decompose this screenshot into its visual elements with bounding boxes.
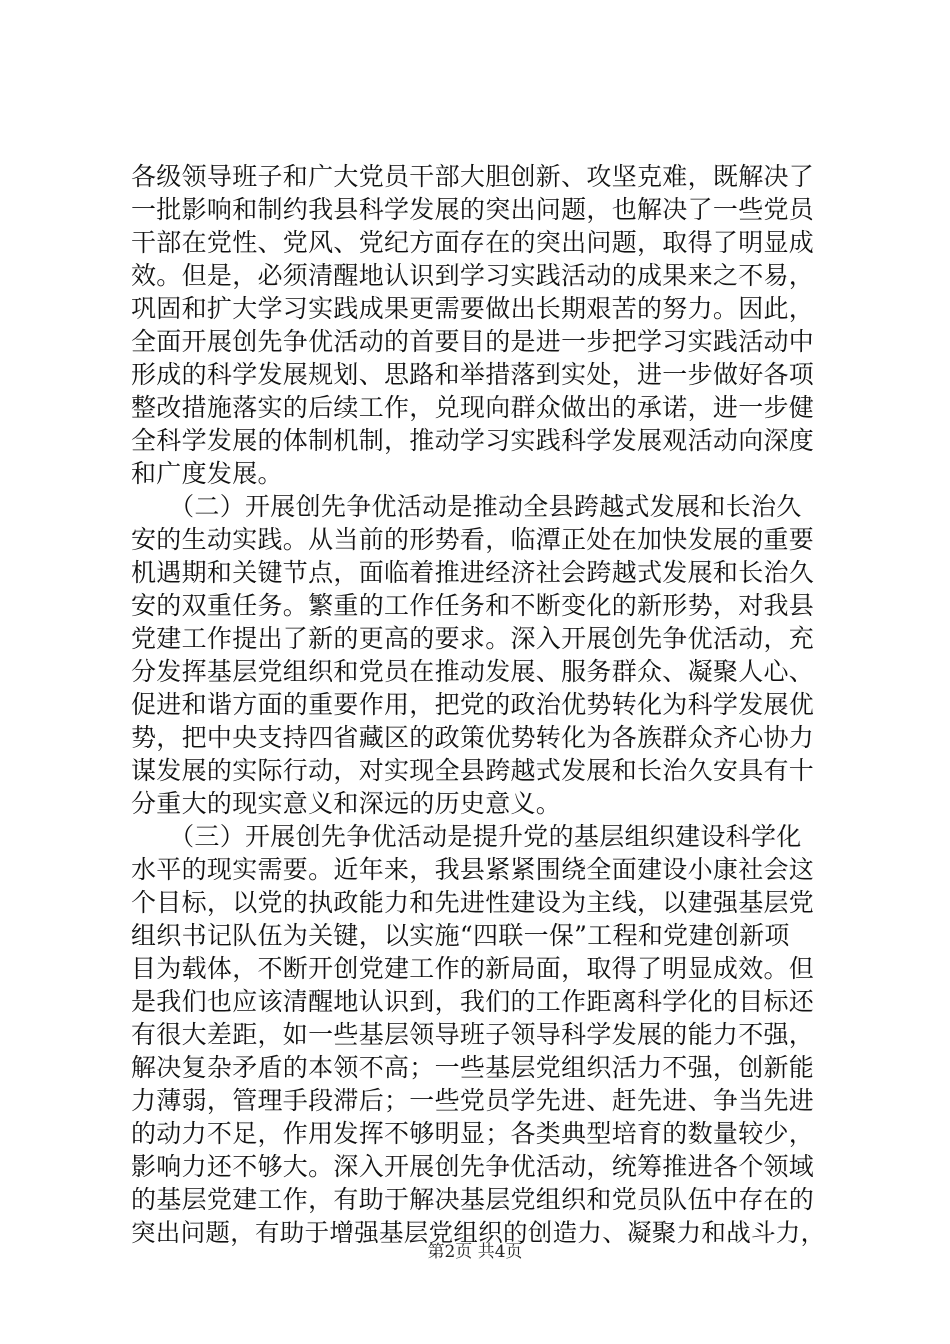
text-line: 是我们也应该清醒地认识到，我们的工作距离科学化的目标还 <box>131 987 815 1016</box>
text-line: 分发挥基层党组织和党员在推动发展、服务群众、凝聚人心、 <box>131 657 815 686</box>
text-line: 安的双重任务。繁重的工作任务和不断变化的新形势，对我县 <box>131 591 815 620</box>
text-line: 和广度发展。 <box>131 459 283 488</box>
text-line: 各级领导班子和广大党员干部大胆创新、攻坚克难，既解决了 <box>131 162 815 191</box>
text-line: 机遇期和关键节点，面临着推进经济社会跨越式发展和长治久 <box>131 558 815 587</box>
text-line: 解决复杂矛盾的本领不高；一些基层党组织活力不强，创新能 <box>131 1053 815 1082</box>
text-line: 分重大的现实意义和深远的历史意义。 <box>131 789 562 818</box>
text-line: 全科学发展的体制机制，推动学习实践科学发展观活动向深度 <box>131 426 815 455</box>
text-line: 一批影响和制约我县科学发展的突出问题，也解决了一些党员 <box>131 195 815 224</box>
text-line: 目为载体，不断开创党建工作的新局面，取得了明显成效。但 <box>131 954 815 983</box>
text-line: 党建工作提出了新的更高的要求。深入开展创先争优活动，充 <box>131 624 815 653</box>
text-line: 个目标，以党的执政能力和先进性建设为主线，以建强基层党 <box>131 888 815 917</box>
text-line: 干部在党性、党风、党纪方面存在的突出问题，取得了明显成 <box>131 228 815 257</box>
body-text <box>131 160 831 1249</box>
text-line: 促进和谐方面的重要作用，把党的政治优势转化为科学发展优 <box>131 690 815 719</box>
text-line: 巩固和扩大学习实践成果更需要做出长期艰苦的努力。因此， <box>131 294 815 323</box>
text-line: 有很大差距，如一些基层领导班子领导科学发展的能力不强， <box>131 1020 815 1049</box>
text-line: 全面开展创先争优活动的首要目的是进一步把学习实践活动中 <box>131 327 815 356</box>
text-line: 组织书记队伍为关键，以实施“四联一保”工程和党建创新项 <box>131 921 790 950</box>
text-line: 效。但是，必须清醒地认识到学习实践活动的成果来之不易， <box>131 261 815 290</box>
text-line: 力薄弱，管理手段滞后；一些党员学先进、赶先进、争当先进 <box>131 1086 815 1115</box>
text-line: （二）开展创先争优活动是推动全县跨越式发展和长治久 <box>131 492 802 521</box>
text-line: 的基层党建工作，有助于解决基层党组织和党员队伍中存在的 <box>131 1185 815 1214</box>
text-line: 势，把中央支持四省藏区的政策优势转化为各族群众齐心协力 <box>131 723 815 752</box>
text-line: 突出问题，有助于增强基层党组织的创造力、凝聚力和战斗力， <box>131 1218 826 1247</box>
text-line: 安的生动实践。从当前的形势看，临潭正处在加快发展的重要 <box>131 525 815 554</box>
text-line: 的动力不足，作用发挥不够明显；各类典型培育的数量较少， <box>131 1119 815 1148</box>
text-line: （三）开展创先争优活动是提升党的基层组织建设科学化 <box>131 822 802 851</box>
text-line: 影响力还不够大。深入开展创先争优活动，统筹推进各个领域 <box>131 1152 815 1181</box>
text-line: 形成的科学发展规划、思路和举措落到实处，进一步做好各项 <box>131 360 815 389</box>
text-line: 水平的现实需要。近年来，我县紧紧围绕全面建设小康社会这 <box>131 855 815 884</box>
page-footer: 第2页 共4页 <box>427 1242 523 1262</box>
text-line: 整改措施落实的后续工作，兑现向群众做出的承诺，进一步健 <box>131 393 815 422</box>
text-line: 谋发展的实际行动，对实现全县跨越式发展和长治久安具有十 <box>131 756 815 785</box>
